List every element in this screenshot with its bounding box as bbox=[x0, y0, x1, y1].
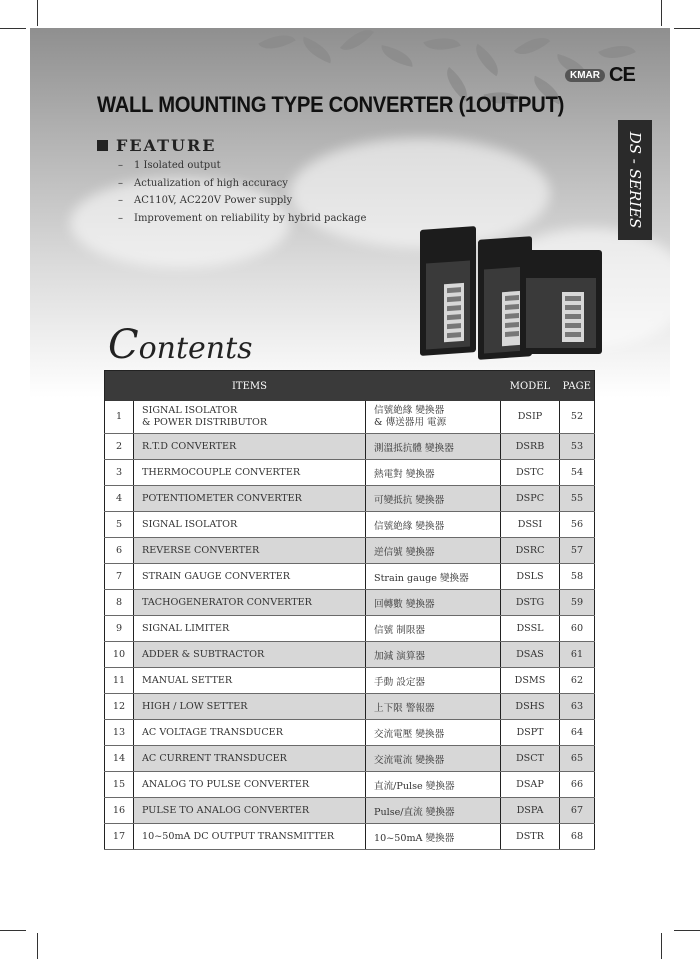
kmar-logo: KMAR bbox=[565, 69, 605, 82]
header-page: PAGE bbox=[560, 371, 595, 402]
feature-item: – 1 Isolated output bbox=[118, 160, 221, 171]
table-row: 3 THERMOCOUPLE CONVERTER 熱電對 變換器 DSTC 54 bbox=[105, 460, 595, 486]
product-image bbox=[420, 226, 476, 356]
feature-list bbox=[118, 157, 366, 227]
series-tab-label: DS - SERIES bbox=[626, 131, 644, 229]
table-row: 9 SIGNAL LIMITER 信號 制限器 DSSL 60 bbox=[105, 616, 595, 642]
table-row: 14 AC CURRENT TRANSDUCER 交流電流 變換器 DSCT 65 bbox=[105, 746, 595, 772]
table-row: 2 R.T.D CONVERTER 測溫抵抗體 變換器 DSRB 53 bbox=[105, 434, 595, 460]
product-image bbox=[520, 250, 602, 354]
table-row: 8 TACHOGENERATOR CONVERTER 回轉數 變換器 DSTG 59 bbox=[105, 590, 595, 616]
crop-mark bbox=[37, 933, 38, 959]
table-row: 7 STRAIN GAUGE CONVERTER Strain gauge 變換器 DSLS 58 bbox=[105, 564, 595, 590]
table-row: 4 POTENTIOMETER CONVERTER 可變抵抗 變換器 DSPC 55 bbox=[105, 486, 595, 512]
table-row: 15 ANALOG TO PULSE CONVERTER 直流/Pulse 變換器 DSAP 66 bbox=[105, 772, 595, 798]
page-title: WALL MOUNTING TYPE CONVERTER (1OUTPUT) bbox=[97, 92, 565, 117]
header-model: MODEL bbox=[501, 371, 560, 402]
table-header bbox=[105, 371, 595, 402]
ce-mark: CE bbox=[609, 64, 635, 86]
table-row: 11 MANUAL SETTER 手動 設定器 DSMS 62 bbox=[105, 668, 595, 694]
crop-mark bbox=[37, 0, 38, 26]
feature-item: – AC110V, AC220V Power supply bbox=[118, 195, 293, 206]
feature-item: – Improvement on reliability by hybrid package bbox=[118, 212, 367, 224]
square-bullet-icon bbox=[97, 140, 108, 151]
table-row: 6 REVERSE CONVERTER 逆信號 變換器 DSRC 57 bbox=[105, 538, 595, 564]
table-row: 1 SIGNAL ISOLATOR & POWER DISTRIBUTOR 信號絶緣 變換器 & 傳送器用 電源 DSIP 52 bbox=[105, 401, 595, 434]
table-row: 17 10~50mA DC OUTPUT TRANSMITTER 10~50mA 變換器 DSTR 68 bbox=[105, 824, 595, 850]
table-row: 10 ADDER & SUBTRACTOR 加減 演算器 DSAS 61 bbox=[105, 642, 595, 668]
table-row: 13 AC VOLTAGE TRANSDUCER 交流電壓 變換器 DSPT 64 bbox=[105, 720, 595, 746]
table-row: 16 PULSE TO ANALOG CONVERTER Pulse/直流 變換器 DSPA 67 bbox=[105, 798, 595, 824]
header-items: ITEMS bbox=[134, 371, 366, 402]
feature-heading bbox=[97, 136, 216, 155]
table-row: 12 HIGH / LOW SETTER 上下限 警報器 DSHS 63 bbox=[105, 694, 595, 720]
crop-mark bbox=[674, 930, 700, 931]
series-tab bbox=[618, 120, 652, 240]
crop-mark bbox=[674, 28, 700, 29]
feature-item: – Actualization of high accuracy bbox=[118, 177, 288, 189]
header-kr bbox=[366, 371, 501, 402]
feature-heading-text: FEATURE bbox=[116, 136, 217, 155]
brand-logo bbox=[565, 64, 635, 87]
crop-mark bbox=[661, 933, 662, 959]
table-row: 5 SIGNAL ISOLATOR 信號絶緣 變換器 DSSI 56 bbox=[105, 512, 595, 538]
header-no bbox=[105, 371, 134, 402]
crop-mark bbox=[0, 930, 26, 931]
contents-heading: Contents bbox=[108, 322, 253, 368]
crop-mark bbox=[0, 28, 26, 29]
contents-table bbox=[104, 370, 595, 850]
crop-mark bbox=[661, 0, 662, 26]
